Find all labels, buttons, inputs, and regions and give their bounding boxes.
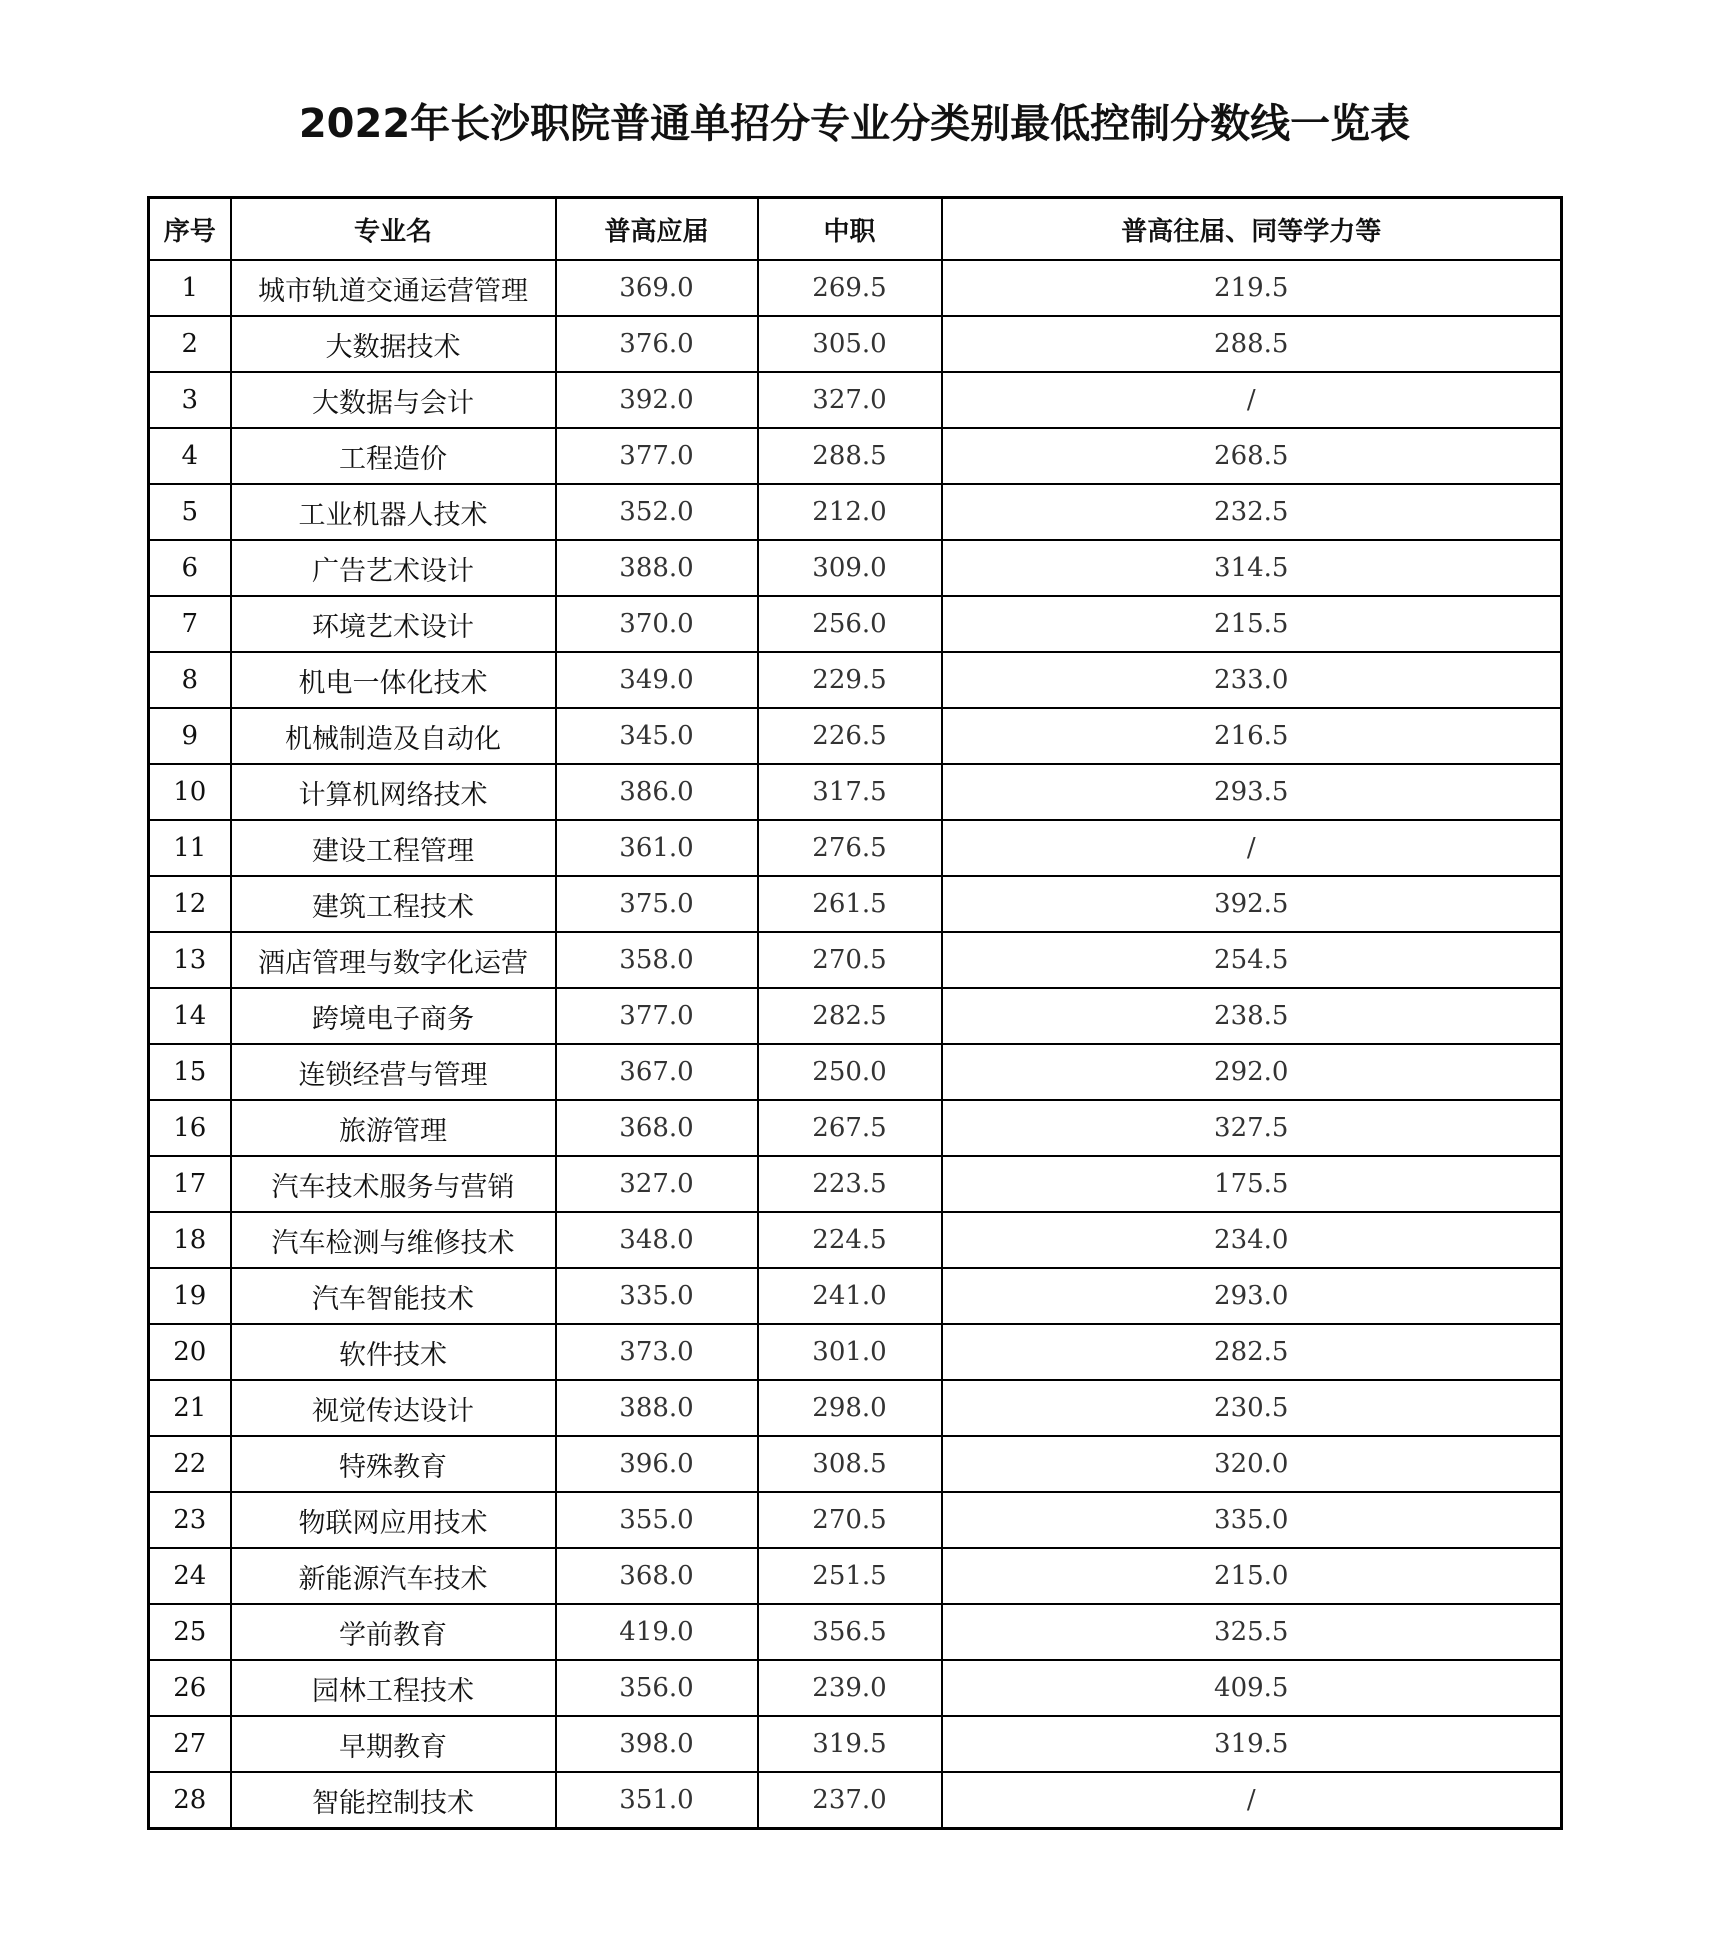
row-index: 9 [149,708,231,764]
table-row [149,1772,1562,1829]
major-name: 机电一体化技术 [231,652,556,708]
major-name: 跨境电子商务 [231,988,556,1044]
score-previous-high-school: 282.5 [942,1324,1562,1380]
score-fresh-high-school: 419.0 [556,1604,758,1660]
row-index: 2 [149,316,231,372]
table-row [149,1324,1562,1380]
table-row [149,708,1562,764]
major-name: 学前教育 [231,1604,556,1660]
score-fresh-high-school: 356.0 [556,1660,758,1716]
row-index: 17 [149,1156,231,1212]
major-name: 连锁经营与管理 [231,1044,556,1100]
score-fresh-high-school: 388.0 [556,540,758,596]
score-vocational: 223.5 [758,1156,942,1212]
score-fresh-high-school: 327.0 [556,1156,758,1212]
score-vocational: 237.0 [758,1772,942,1829]
major-name: 大数据与会计 [231,372,556,428]
table-row [149,260,1562,316]
table-row [149,1268,1562,1324]
score-fresh-high-school: 370.0 [556,596,758,652]
major-name: 建筑工程技术 [231,876,556,932]
score-fresh-high-school: 386.0 [556,764,758,820]
score-vocational: 356.5 [758,1604,942,1660]
header-index: 序号 [149,198,231,261]
score-table [147,196,1563,1830]
score-previous-high-school: / [942,820,1562,876]
major-name: 机械制造及自动化 [231,708,556,764]
score-vocational: 267.5 [758,1100,942,1156]
row-index: 11 [149,820,231,876]
score-previous-high-school: 319.5 [942,1716,1562,1772]
score-fresh-high-school: 368.0 [556,1548,758,1604]
major-name: 物联网应用技术 [231,1492,556,1548]
table-row [149,540,1562,596]
score-previous-high-school: 234.0 [942,1212,1562,1268]
table-row [149,1156,1562,1212]
score-previous-high-school: 293.5 [942,764,1562,820]
table-row [149,1044,1562,1100]
score-vocational: 327.0 [758,372,942,428]
score-previous-high-school: 320.0 [942,1436,1562,1492]
row-index: 24 [149,1548,231,1604]
score-previous-high-school: / [942,372,1562,428]
score-fresh-high-school: 348.0 [556,1212,758,1268]
score-fresh-high-school: 398.0 [556,1716,758,1772]
score-previous-high-school: 314.5 [942,540,1562,596]
major-name: 城市轨道交通运营管理 [231,260,556,316]
row-index: 28 [149,1772,231,1829]
major-name: 工程造价 [231,428,556,484]
table-row [149,1212,1562,1268]
major-name: 特殊教育 [231,1436,556,1492]
row-index: 19 [149,1268,231,1324]
score-vocational: 309.0 [758,540,942,596]
score-fresh-high-school: 396.0 [556,1436,758,1492]
score-fresh-high-school: 375.0 [556,876,758,932]
row-index: 5 [149,484,231,540]
major-name: 旅游管理 [231,1100,556,1156]
score-previous-high-school: 288.5 [942,316,1562,372]
row-index: 14 [149,988,231,1044]
row-index: 20 [149,1324,231,1380]
score-vocational: 229.5 [758,652,942,708]
row-index: 25 [149,1604,231,1660]
table-row [149,820,1562,876]
score-previous-high-school: 230.5 [942,1380,1562,1436]
table-row [149,988,1562,1044]
row-index: 23 [149,1492,231,1548]
table-row [149,484,1562,540]
major-name: 汽车检测与维修技术 [231,1212,556,1268]
header-major: 专业名 [231,198,556,261]
score-fresh-high-school: 369.0 [556,260,758,316]
score-previous-high-school: 254.5 [942,932,1562,988]
major-name: 环境艺术设计 [231,596,556,652]
major-name: 大数据技术 [231,316,556,372]
table-row [149,596,1562,652]
score-previous-high-school: 392.5 [942,876,1562,932]
score-vocational: 270.5 [758,1492,942,1548]
score-fresh-high-school: 368.0 [556,1100,758,1156]
row-index: 12 [149,876,231,932]
score-vocational: 305.0 [758,316,942,372]
score-previous-high-school: 238.5 [942,988,1562,1044]
score-vocational: 308.5 [758,1436,942,1492]
row-index: 3 [149,372,231,428]
row-index: 22 [149,1436,231,1492]
score-previous-high-school: 292.0 [942,1044,1562,1100]
major-name: 视觉传达设计 [231,1380,556,1436]
score-fresh-high-school: 351.0 [556,1772,758,1829]
score-fresh-high-school: 388.0 [556,1380,758,1436]
score-fresh-high-school: 377.0 [556,988,758,1044]
major-name: 建设工程管理 [231,820,556,876]
major-name: 工业机器人技术 [231,484,556,540]
row-index: 27 [149,1716,231,1772]
major-name: 早期教育 [231,1716,556,1772]
score-fresh-high-school: 373.0 [556,1324,758,1380]
score-fresh-high-school: 367.0 [556,1044,758,1100]
score-previous-high-school: 325.5 [942,1604,1562,1660]
major-name: 酒店管理与数字化运营 [231,932,556,988]
score-fresh-high-school: 345.0 [556,708,758,764]
table-row [149,428,1562,484]
score-fresh-high-school: 352.0 [556,484,758,540]
score-previous-high-school: 215.5 [942,596,1562,652]
table-row [149,1100,1562,1156]
score-vocational: 250.0 [758,1044,942,1100]
score-previous-high-school: 215.0 [942,1548,1562,1604]
row-index: 26 [149,1660,231,1716]
major-name: 汽车智能技术 [231,1268,556,1324]
row-index: 18 [149,1212,231,1268]
score-vocational: 288.5 [758,428,942,484]
header-previous-high-school: 普高往届、同等学力等 [942,198,1562,261]
table-row [149,764,1562,820]
table-row [149,1716,1562,1772]
score-previous-high-school: 232.5 [942,484,1562,540]
score-vocational: 212.0 [758,484,942,540]
score-previous-high-school: 216.5 [942,708,1562,764]
row-index: 10 [149,764,231,820]
score-vocational: 239.0 [758,1660,942,1716]
header-vocational: 中职 [758,198,942,261]
row-index: 7 [149,596,231,652]
major-name: 新能源汽车技术 [231,1548,556,1604]
score-vocational: 256.0 [758,596,942,652]
score-previous-high-school: / [942,1772,1562,1829]
row-index: 13 [149,932,231,988]
page-title: 2022年长沙职院普通单招分专业分类别最低控制分数线一览表 [298,101,1411,147]
major-name: 汽车技术服务与营销 [231,1156,556,1212]
score-vocational: 301.0 [758,1324,942,1380]
score-previous-high-school: 175.5 [942,1156,1562,1212]
score-vocational: 298.0 [758,1380,942,1436]
row-index: 8 [149,652,231,708]
row-index: 1 [149,260,231,316]
score-vocational: 319.5 [758,1716,942,1772]
table-header-row [149,198,1562,261]
score-vocational: 282.5 [758,988,942,1044]
score-vocational: 241.0 [758,1268,942,1324]
score-previous-high-school: 335.0 [942,1492,1562,1548]
score-vocational: 269.5 [758,260,942,316]
table-row [149,1380,1562,1436]
score-previous-high-school: 268.5 [942,428,1562,484]
score-fresh-high-school: 376.0 [556,316,758,372]
score-previous-high-school: 409.5 [942,1660,1562,1716]
major-name: 软件技术 [231,1324,556,1380]
header-fresh-high-school: 普高应届 [556,198,758,261]
score-vocational: 261.5 [758,876,942,932]
table-row [149,1548,1562,1604]
row-index: 21 [149,1380,231,1436]
table-row [149,876,1562,932]
score-previous-high-school: 293.0 [942,1268,1562,1324]
score-vocational: 317.5 [758,764,942,820]
score-vocational: 270.5 [758,932,942,988]
table-row [149,932,1562,988]
table-row [149,652,1562,708]
score-fresh-high-school: 355.0 [556,1492,758,1548]
row-index: 6 [149,540,231,596]
major-name: 园林工程技术 [231,1660,556,1716]
table-row [149,1436,1562,1492]
row-index: 4 [149,428,231,484]
score-vocational: 224.5 [758,1212,942,1268]
score-fresh-high-school: 349.0 [556,652,758,708]
table-row [149,1604,1562,1660]
major-name: 广告艺术设计 [231,540,556,596]
table-row [149,1492,1562,1548]
major-name: 计算机网络技术 [231,764,556,820]
table-row [149,1660,1562,1716]
table-row [149,316,1562,372]
score-previous-high-school: 327.5 [942,1100,1562,1156]
major-name: 智能控制技术 [231,1772,556,1829]
row-index: 15 [149,1044,231,1100]
score-previous-high-school: 219.5 [942,260,1562,316]
score-vocational: 276.5 [758,820,942,876]
score-fresh-high-school: 358.0 [556,932,758,988]
score-vocational: 226.5 [758,708,942,764]
score-fresh-high-school: 335.0 [556,1268,758,1324]
table-row [149,372,1562,428]
row-index: 16 [149,1100,231,1156]
score-previous-high-school: 233.0 [942,652,1562,708]
score-fresh-high-school: 361.0 [556,820,758,876]
score-vocational: 251.5 [758,1548,942,1604]
score-fresh-high-school: 377.0 [556,428,758,484]
score-fresh-high-school: 392.0 [556,372,758,428]
